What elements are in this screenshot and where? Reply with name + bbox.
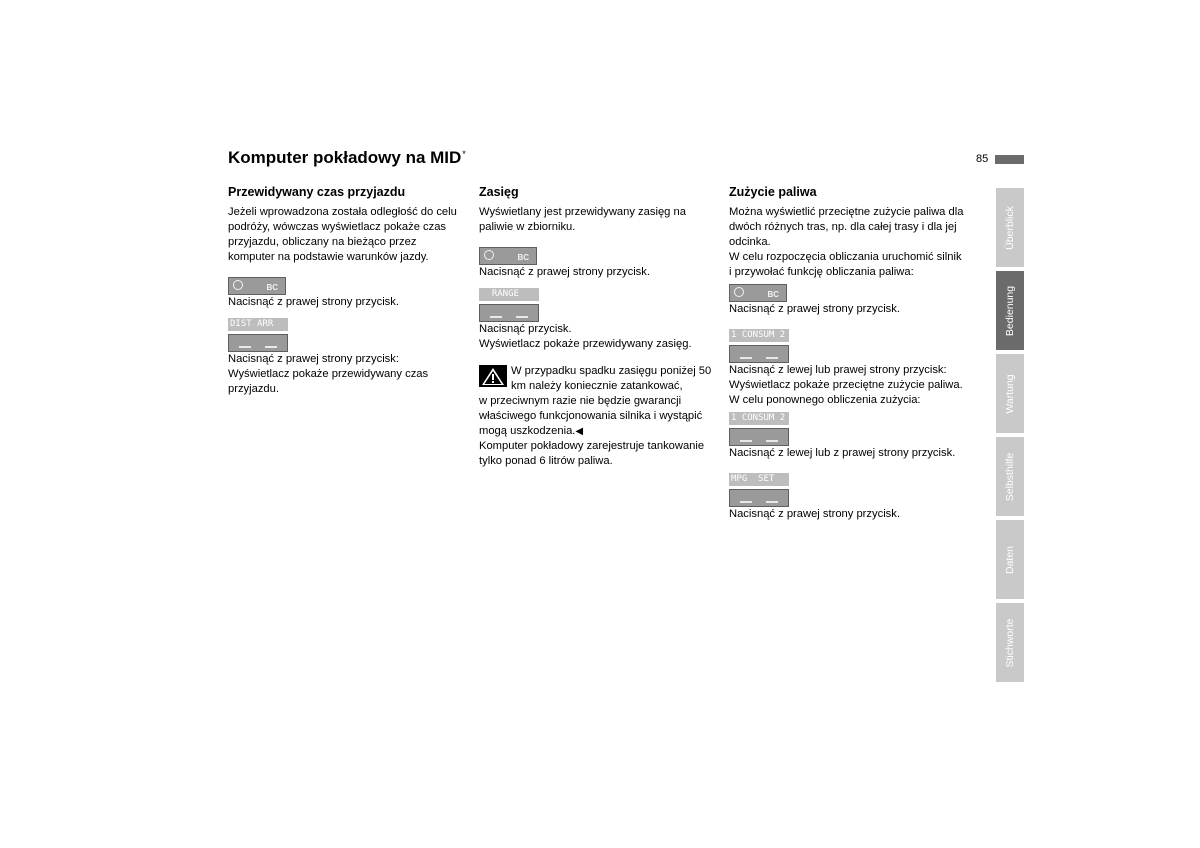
section-heading: Zużycie paliwa [729, 185, 817, 199]
tab-ueberblick[interactable] [996, 188, 1024, 267]
tab-label: Wartung [1004, 373, 1016, 414]
rocker-button-icon [729, 428, 789, 446]
rocker-button-icon [228, 334, 288, 352]
paragraph: Wyświetlacz pokaże przewidywany zasięg. [479, 338, 692, 350]
paragraph: Nacisnąć przycisk. [479, 323, 572, 335]
tab-selbsthilfe[interactable] [996, 437, 1024, 516]
paragraph: Nacisnąć z prawej strony przycisk. [729, 508, 900, 520]
end-mark-icon: ◀ [575, 426, 584, 437]
paragraph: Nacisnąć z prawej strony przycisk. [729, 303, 900, 315]
section-tabs [996, 188, 1024, 686]
warning-text: w przeciwnym razie nie będzie gwarancji właściwego funkcjonowania silnika i wystąpić mogą uszkodzenia. [479, 395, 703, 437]
rocker-button-icon [729, 489, 789, 507]
page-number: 85 [976, 153, 989, 165]
rocker-button-icon [479, 304, 539, 322]
paragraph: Wyświetlacz pokaże przeciętne zużycie paliwa. [729, 379, 963, 391]
tab-stichworte[interactable] [996, 603, 1024, 682]
paragraph: Nacisnąć z lewej lub z prawej strony przycisk. [729, 447, 956, 459]
lcd-display: 1 CONSUM 2 [729, 329, 789, 342]
section-arrival-time [228, 185, 466, 397]
tab-bedienung[interactable] [996, 271, 1024, 350]
section-fuel-consumption [729, 185, 967, 522]
section-heading: Zasięg [479, 185, 519, 199]
paragraph: Wyświetlany jest przewidywany zasięg na paliwie w zbiorniku. [479, 206, 686, 233]
lcd-display: MPG SET [729, 473, 789, 486]
section-heading: Przewidywany czas przyjazdu [228, 185, 406, 199]
paragraph: Nacisnąć z lewej lub prawej strony przycisk: [729, 364, 947, 376]
paragraph: Nacisnąć z prawej strony przycisk. [479, 266, 650, 278]
clock-icon [233, 280, 243, 290]
paragraph: Wyświetlacz pokaże przewidywany czas przyjazdu. [228, 368, 429, 395]
paragraph: Jeżeli wprowadzona została odległość do celu podróży, wówczas wyświetlacz pokaże czas przyjazdu, obliczany na bieżąco przez komputer na podstawie warunków jazdy. [228, 206, 457, 263]
warning-icon [479, 365, 507, 387]
paragraph: Komputer pokładowy zarejestruje tankowanie tylko ponad 6 litrów paliwa. [479, 440, 705, 467]
paragraph: W celu rozpoczęcia obliczania uruchomić silnik i przywołać funkcję obliczania paliwa: [729, 251, 962, 278]
tab-daten[interactable] [996, 520, 1024, 599]
warning-block [479, 364, 717, 439]
optional-equipment-mark: * [462, 149, 466, 159]
paragraph: W celu ponownego obliczenia zużycia: [729, 394, 921, 406]
page-title [228, 148, 466, 168]
lcd-display: RANGE [479, 288, 539, 301]
clock-icon [734, 287, 744, 297]
warning-text: W przypadku spadku zasięgu poniżej 50 km należy koniecznie zatankować, [511, 365, 712, 392]
bc-button-icon [729, 284, 787, 302]
bc-label: BC [767, 290, 779, 299]
lcd-display: 1 CONSUM 2 [729, 412, 789, 425]
paragraph: Nacisnąć z prawej strony przycisk: [228, 353, 399, 365]
clock-icon [484, 250, 494, 260]
section-range [479, 185, 717, 469]
paragraph: Można wyświetlić przeciętne zużycie paliwa dla dwóch różnych tras, np. dla całej trasy i dla jej odcinka. [729, 206, 964, 248]
lcd-display: DIST ARR [228, 318, 288, 331]
tab-label: Stichworte [1004, 617, 1016, 668]
tab-label: Selbsthilfe [1004, 452, 1016, 501]
bc-button-icon [479, 247, 537, 265]
page-number-bar [995, 155, 1024, 164]
page-title-text: Komputer pokładowy na MID [228, 148, 462, 167]
tab-label: Bedienung [1004, 285, 1016, 336]
tab-label: Überblick [1004, 205, 1016, 250]
bc-button-icon [228, 277, 286, 295]
paragraph: Nacisnąć z prawej strony przycisk. [228, 296, 399, 308]
tab-wartung[interactable] [996, 354, 1024, 433]
bc-label: BC [266, 283, 278, 292]
rocker-button-icon [729, 345, 789, 363]
bc-label: BC [517, 253, 529, 262]
tab-label: Daten [1004, 545, 1016, 574]
